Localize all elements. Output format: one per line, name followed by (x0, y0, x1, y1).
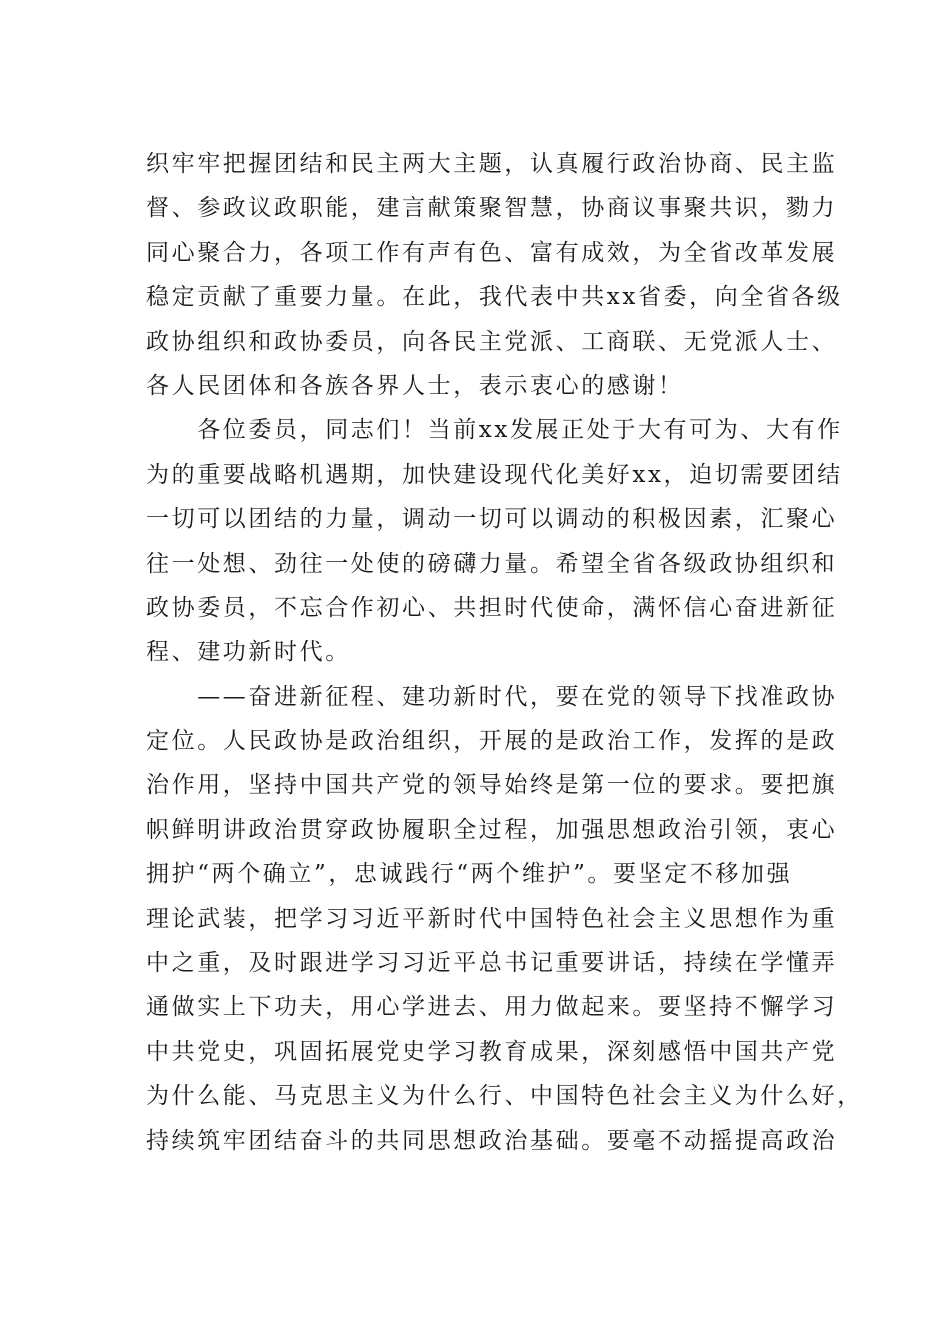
text-line: 督、参政议政职能，建言献策聚智慧，协商议事聚共识，勠力 (146, 195, 838, 222)
text-line: 政协委员，不忘合作初心、共担时代使命，满怀信心奋进新征 (146, 594, 838, 621)
text-line: 持续筑牢团结奋斗的共同思想政治基础。要毫不动摇提高政治 (146, 1127, 838, 1154)
text-line: 程、建功新时代。 (146, 639, 351, 666)
text-line: 稳定贡献了重要力量。在此，我代表中共xx省委，向全省各级 (146, 284, 843, 311)
text-line: 往一处想、劲往一处使的磅礴力量。希望全省各级政协组织和 (146, 550, 838, 577)
text-line: 通做实上下功夫，用心学进去、用力做起来。要坚持不懈学习 (146, 994, 838, 1021)
body-text (146, 142, 863, 1163)
text-line: 各人民团体和各族各界人士，表示衷心的感谢！ (146, 372, 684, 399)
text-line: 定位。人民政协是政治组织，开展的是政治工作，发挥的是政 (146, 728, 838, 755)
text-line: 治作用，坚持中国共产党的领导始终是第一位的要求。要把旗 (146, 772, 838, 799)
text-line: 拥护“两个确立”，忠诚践行“两个维护”。要坚定不移加强 (146, 861, 793, 888)
text-line: 中共党史，巩固拓展党史学习教育成果，深刻感悟中国共产党 (146, 1038, 838, 1065)
text-line: 政协组织和政协委员，向各民主党派、工商联、无党派人士、 (146, 328, 838, 355)
text-line: 中之重，及时跟进学习习近平总书记重要讲话，持续在学懂弄 (146, 950, 838, 977)
text-line: 一切可以团结的力量，调动一切可以调动的积极因素，汇聚心 (146, 506, 838, 533)
text-line: 同心聚合力，各项工作有声有色、富有成效，为全省改革发展 (146, 239, 838, 266)
text-line: 织牢牢把握团结和民主两大主题，认真履行政治协商、民主监 (146, 151, 838, 177)
text-line: ——奋进新征程、建功新时代，要在党的领导下找准政协 (146, 683, 838, 710)
text-line: 为什么能、马克思主义为什么行、中国特色社会主义为什么好， (146, 1083, 863, 1110)
text-line: 为的重要战略机遇期，加快建设现代化美好xx，迫切需要团结 (146, 461, 843, 488)
text-line: 帜鲜明讲政治贯穿政协履职全过程，加强思想政治引领，衷心 (146, 816, 838, 843)
text-line: 各位委员，同志们！当前xx发展正处于大有可为、大有作 (146, 417, 843, 444)
text-line: 理论武装，把学习习近平新时代中国特色社会主义思想作为重 (146, 905, 838, 932)
